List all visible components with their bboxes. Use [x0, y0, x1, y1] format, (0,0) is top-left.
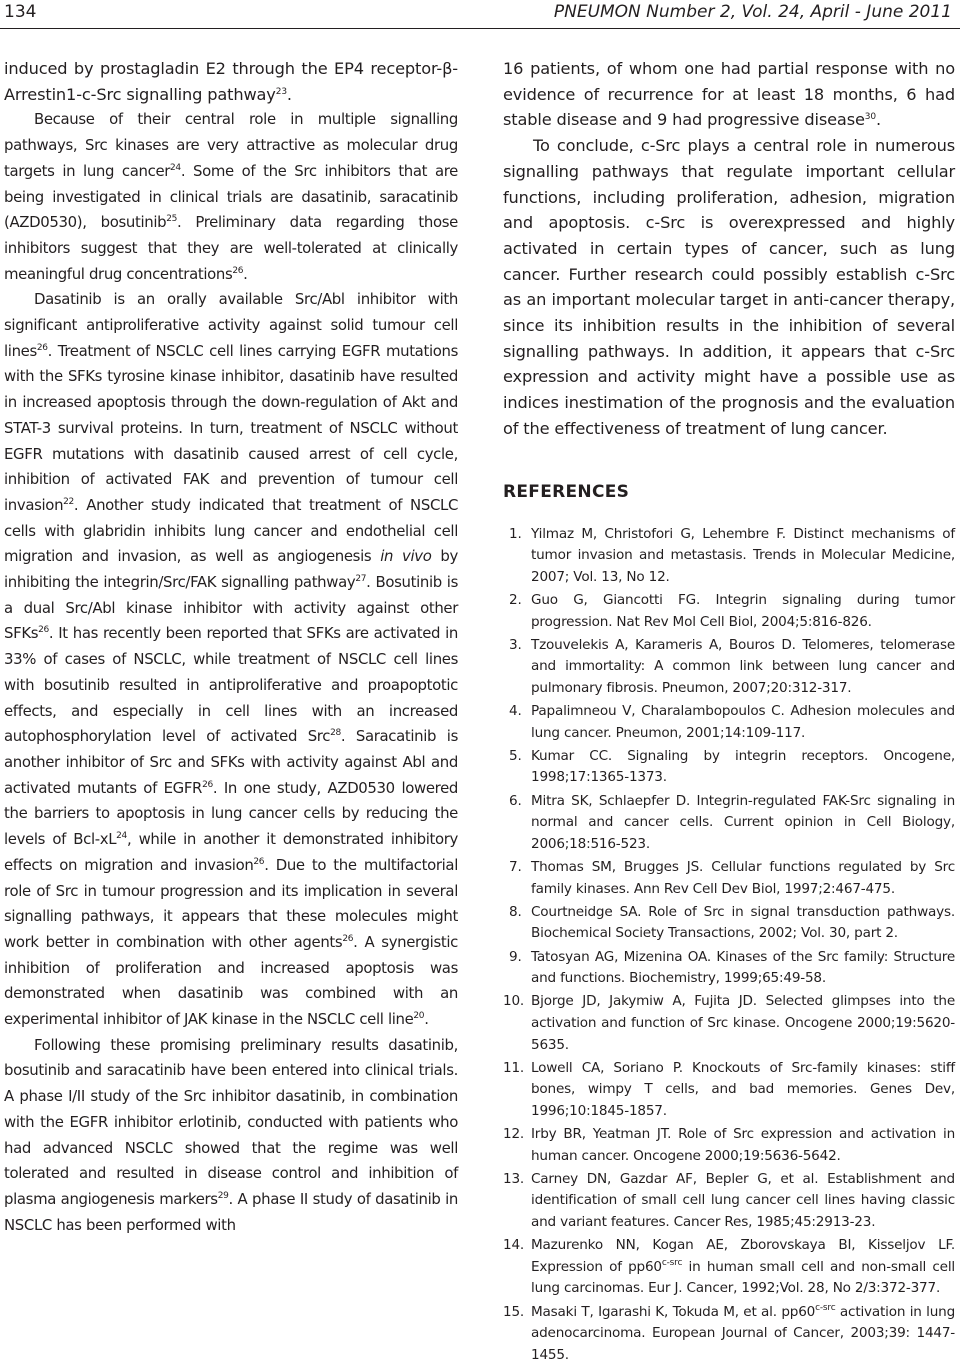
paragraph: Following these promising preliminary results dasatinib, bosutinib and saracatinib have been entered into clinical trials. A phase I/II study of the Src inhibitor dasatinib, in combination with the EGFR inhibitor erlotinib, conducted with patients who had advanced NSCLC showed that the regime was well tolerated and resulted in disease control and inhibition of plasma angiogenesis markers$^{29}$. A phase II study of dasatinib in NSCLC has been performed with [4, 1035, 458, 1234]
reference-item: 6. Mitra SK, Schlaepfer D. Integrin-regulated FAK-Src signaling in normal and cancer cells. Current opinion in Cell Biology, 2006;18:516-523. [509, 792, 955, 852]
references-heading: REFERENCES [503, 481, 630, 502]
header-rule [0, 28, 960, 29]
reference-item: 11. Lowell CA, Soriano P. Knockouts of Src-family kinases: stiff bones, wimpy T cells, and bad memories. Genes Dev, 1996;10:1845-1857. [503, 1059, 955, 1119]
paragraph: induced by prostagladin E2 through the EP4 receptor-β-Arrestin1-c-Src signalling pathway$^{23}$. [4, 59, 458, 104]
paragraph: 16 patients, of whom one had partial response with no evidence of recurrence for at least 18 months, 6 had stable disease and 9 had progressive disease$^{30}$. [503, 59, 955, 130]
reference-item: 5. Kumar CC. Signaling by integrin receptors. Oncogene, 1998;17:1365-1373. [509, 747, 955, 786]
paragraph: Dasatinib is an orally available Src/Abl inhibitor with significant antiproliferative activity against solid tumour cell lines$^{26}$. Treatment of NSCLC cell lines carrying EGFR mutations with the SFKs tyrosine kinase inhibitor, dasatinib have resulted in increased apoptosis through the down-regulation of Akt and STAT-3 survival proteins. In turn, treatment of NSCLC without EGFR mutations with dasatinib caused arrest of cell cycle, inhibition of activated FAK and prevention of tumour cell invasion$^{22}$. Another study indicated that treatment of NSCLC cells with glabridin inhibits lung cancer and endothelial cell migration and invasion, as well as angiogenesis in vivo by inhibiting the integrin/Src/FAK signalling pathway$^{27}$. Bosutinib is a dual Src/Abl kinase inhibitor with activity against other SFKs$^{26}$. It has recently been reported that SFKs are activated in 33% of cases of NSCLC, while treatment of NSCLC cell lines with bosutinib resulted in antiproliferative and proapoptotic effects, and especially in cell lines with an increased autophosphorylation level of activated Src$^{28}$. Saracatinib is another inhibitor of Src and SFKs with activity against Abl and activated mutants of EGFR$^{26}$. In one study, AZD0530 lowered the barriers to apoptosis in lung cancer cells by reducing the levels of Bcl-$xL^{24}$, while in another it demonstrated inhibitory effects on migration and invasion$^{26}$. Due to the multifactorial role of Src in tumour progression and its implication in several signalling pathways, it appears that these molecules might work better in combination with other agents$^{26}$. A synergistic inhibition of proliferation and increased apoptosis was demonstrated when dasatinib was combined with an experimental inhibitor of JAK kinase in the NSCLC cell line$^{20}$. [4, 290, 458, 1029]
page-number: 134 [4, 2, 37, 22]
reference-item: 14. Mazurenko NN, Kogan AE, Zborovskaya BI, Kisseljov LF. Expression of $pp60^{c-src}$ in human small cell and non-small cell lung carcinomas. Eur J. Cancer, 1992;Vol. 28, No 2/3:372-377. [503, 1237, 956, 1297]
reference-item: 12. Irby BR, Yeatman JT. Role of Src expression and activation in human cancer. Oncogene 2000;19:5636-5642. [503, 1126, 955, 1164]
reference-item: 4. Papalimneou V, Charalambopoulos C. Adhesion molecules and lung cancer. Pneumon, 2001;14:109-117. [509, 703, 955, 741]
paragraph: Because of their central role in multiple signalling pathways, Src kinases are very attractive as molecular drug targets in lung cancer$^{24}$. Some of the Src inhibitors that are being investigated in clinical trials are dasatinib, saracatinib (AZD0530), bosutinib$^{25}$. Preliminary data regarding those inhibitors suggest that they are well-tolerated at clinically meaningful drug concentrations$^{26}$. [4, 110, 458, 283]
reference-item: 10. Bjorge JD, Jakymiw A, Fujita JD. Selected glimpses into the activation and function of Src kinase. Oncogene 2000;19:5620-5635. [503, 993, 955, 1053]
reference-item: 3. Tzouvelekis A, Karameris A, Bouros D. Telomeres, telomerase and immortality: A common link between lung cancer and pulmonary fibrosis. Pneumon, 2007;20:312-317. [509, 636, 955, 696]
reference-item: 1. Yilmaz M, Christofori G, Lehembre F. Distinct mechanisms of tumor invasion and metastasis. Trends in Molecular Medicine, 2007; Vol. 13, No 12. [509, 525, 955, 585]
reference-item: 8. Courtneidge SA. Role of Src in signal transduction pathways. Biochemical Society Transactions, 2002; Vol. 30, part 2. [509, 903, 955, 942]
reference-item: 15. Masaki T, Igarashi K, Tokuda M, et al. $pp60^{c-src}$ activation in lung adenocarcinoma. European Journal of Cancer, 2003;39: 1447-1455. [503, 1302, 955, 1363]
reference-item: 13. Carney DN, Gazdar AF, Bepler G, et al. Establishment and identification of small cell lung cancer cell lines having classic and variant features. Cancer Res, 1985;45:2913-23. [503, 1170, 955, 1231]
reference-item: 2. Guo G, Giancotti FG. Integrin signaling during tumor progression. Nat Rev Mol Cell Biol, 2004;5:816-826. [509, 591, 955, 630]
reference-item: 7. Thomas SM, Brugges JS. Cellular functions regulated by Src family kinases. Ann Rev Cell Dev Biol, 1997;2:467-475. [509, 859, 955, 897]
reference-item: 9. Tatosyan AG, Mizenina OA. Kinases of the Src family: Structure and functions. Biochemistry, 1999;65:49-58. [509, 948, 955, 987]
page-header [0, 0, 960, 30]
paragraph: To conclude, c-Src plays a central role in numerous signalling pathways that regulate important cellular functions, including proliferation, adhesion, migration and apoptosis. c-Src is overexpressed and highly activated in certain types of cancer, such as lung cancer. Further research could possibly establish c-Src as an important molecular target in anti-cancer therapy, since its inhibition results in the inhibition of several signalling pathways. In addition, it appears that c-Src expression and activity might have a possible use as indices inestimation of the prognosis and the evaluation of the effectiveness of treatment of lung cancer. [503, 136, 955, 438]
journal-citation: PNEUMON Number 2, Vol. 24, April - June 2011 [553, 2, 952, 22]
right-column [503, 56, 955, 1368]
left-column [4, 56, 458, 1238]
reference-list [503, 524, 955, 1367]
